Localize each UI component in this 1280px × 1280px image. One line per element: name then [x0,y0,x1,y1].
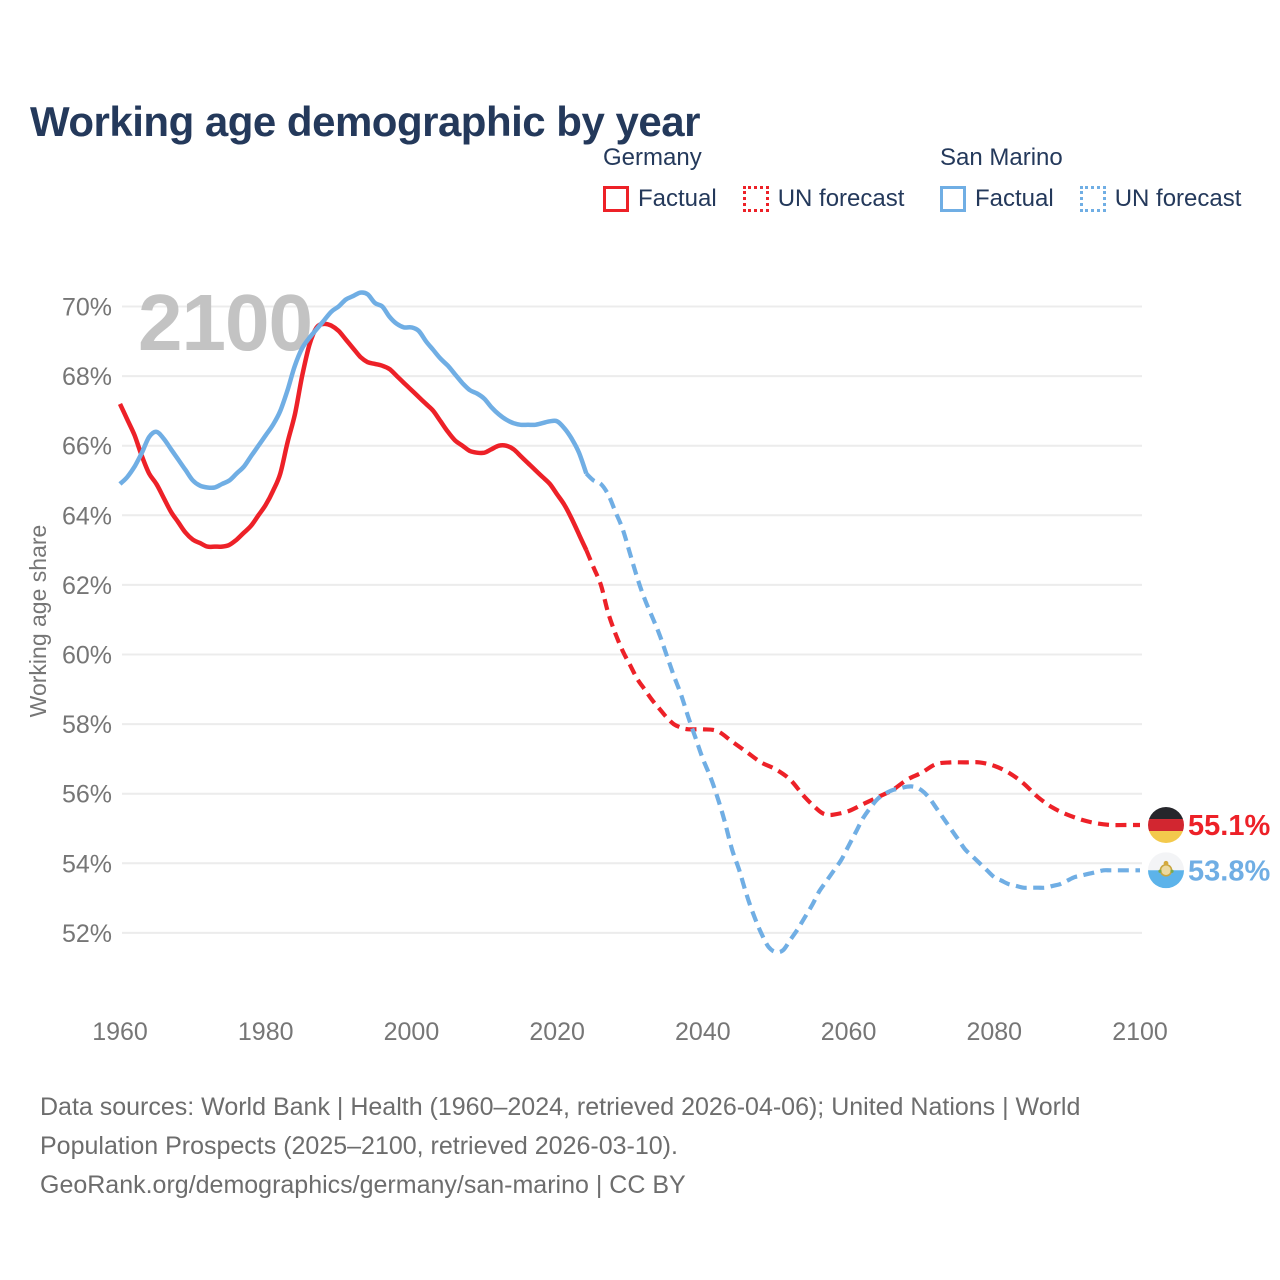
footer-line: Population Prospects (2025–2100, retrieved 2026-03-10). [40,1132,678,1160]
footer-line: GeoRank.org/demographics/germany/san-marino | CC BY [40,1171,686,1199]
svg-text:1980: 1980 [237,1018,294,1046]
y-axis-title: Working age share [25,524,51,718]
svg-text:2080: 2080 [966,1018,1023,1046]
svg-text:1960: 1960 [92,1018,148,1046]
legend-item-label: UN forecast [1114,185,1242,212]
gridlines [122,307,1142,933]
data-sources-footer [40,1088,1080,1205]
svg-text:62%: 62% [61,571,112,600]
legend-country-label: Germany [603,144,702,171]
svg-text:2060: 2060 [820,1018,877,1046]
germany-flag-icon [1148,807,1184,843]
svg-text:52%: 52% [61,919,112,948]
legend-item-label: Factual [638,185,717,212]
legend-item-label: Factual [975,185,1054,212]
svg-text:66%: 66% [61,432,112,461]
y-axis-tick-labels [62,294,112,948]
svg-text:70%: 70% [61,293,112,322]
svg-text:68%: 68% [61,363,112,392]
san-marino-flag-icon [1148,852,1184,888]
footer-line: Data sources: World Bank | Health (1960–2024, retrieved 2026-04-06); United Nations | World [40,1093,1081,1121]
svg-text:56%: 56% [61,780,112,809]
svg-text:64%: 64% [61,502,112,531]
svg-text:2020: 2020 [529,1018,585,1046]
series-line-san-marino-un-forecast [586,474,1140,953]
x-axis-tick-labels [92,1018,1168,1046]
watermark-year: 2100 [138,278,312,367]
page-title: Working age demographic by year [30,98,700,146]
legend-country-label: San Marino [940,144,1063,171]
svg-text:2040: 2040 [675,1018,731,1046]
svg-text:60%: 60% [61,641,112,670]
svg-text:54%: 54% [61,850,112,879]
series-line-germany-un-forecast [586,550,1140,825]
svg-text:58%: 58% [61,711,112,740]
end-value-label-san-marino: 53.8% [1188,855,1271,888]
legend-item-label: UN forecast [777,185,905,212]
end-value-label-germany: 55.1% [1188,810,1271,843]
svg-text:2100: 2100 [1112,1018,1168,1046]
svg-text:2000: 2000 [383,1018,440,1046]
